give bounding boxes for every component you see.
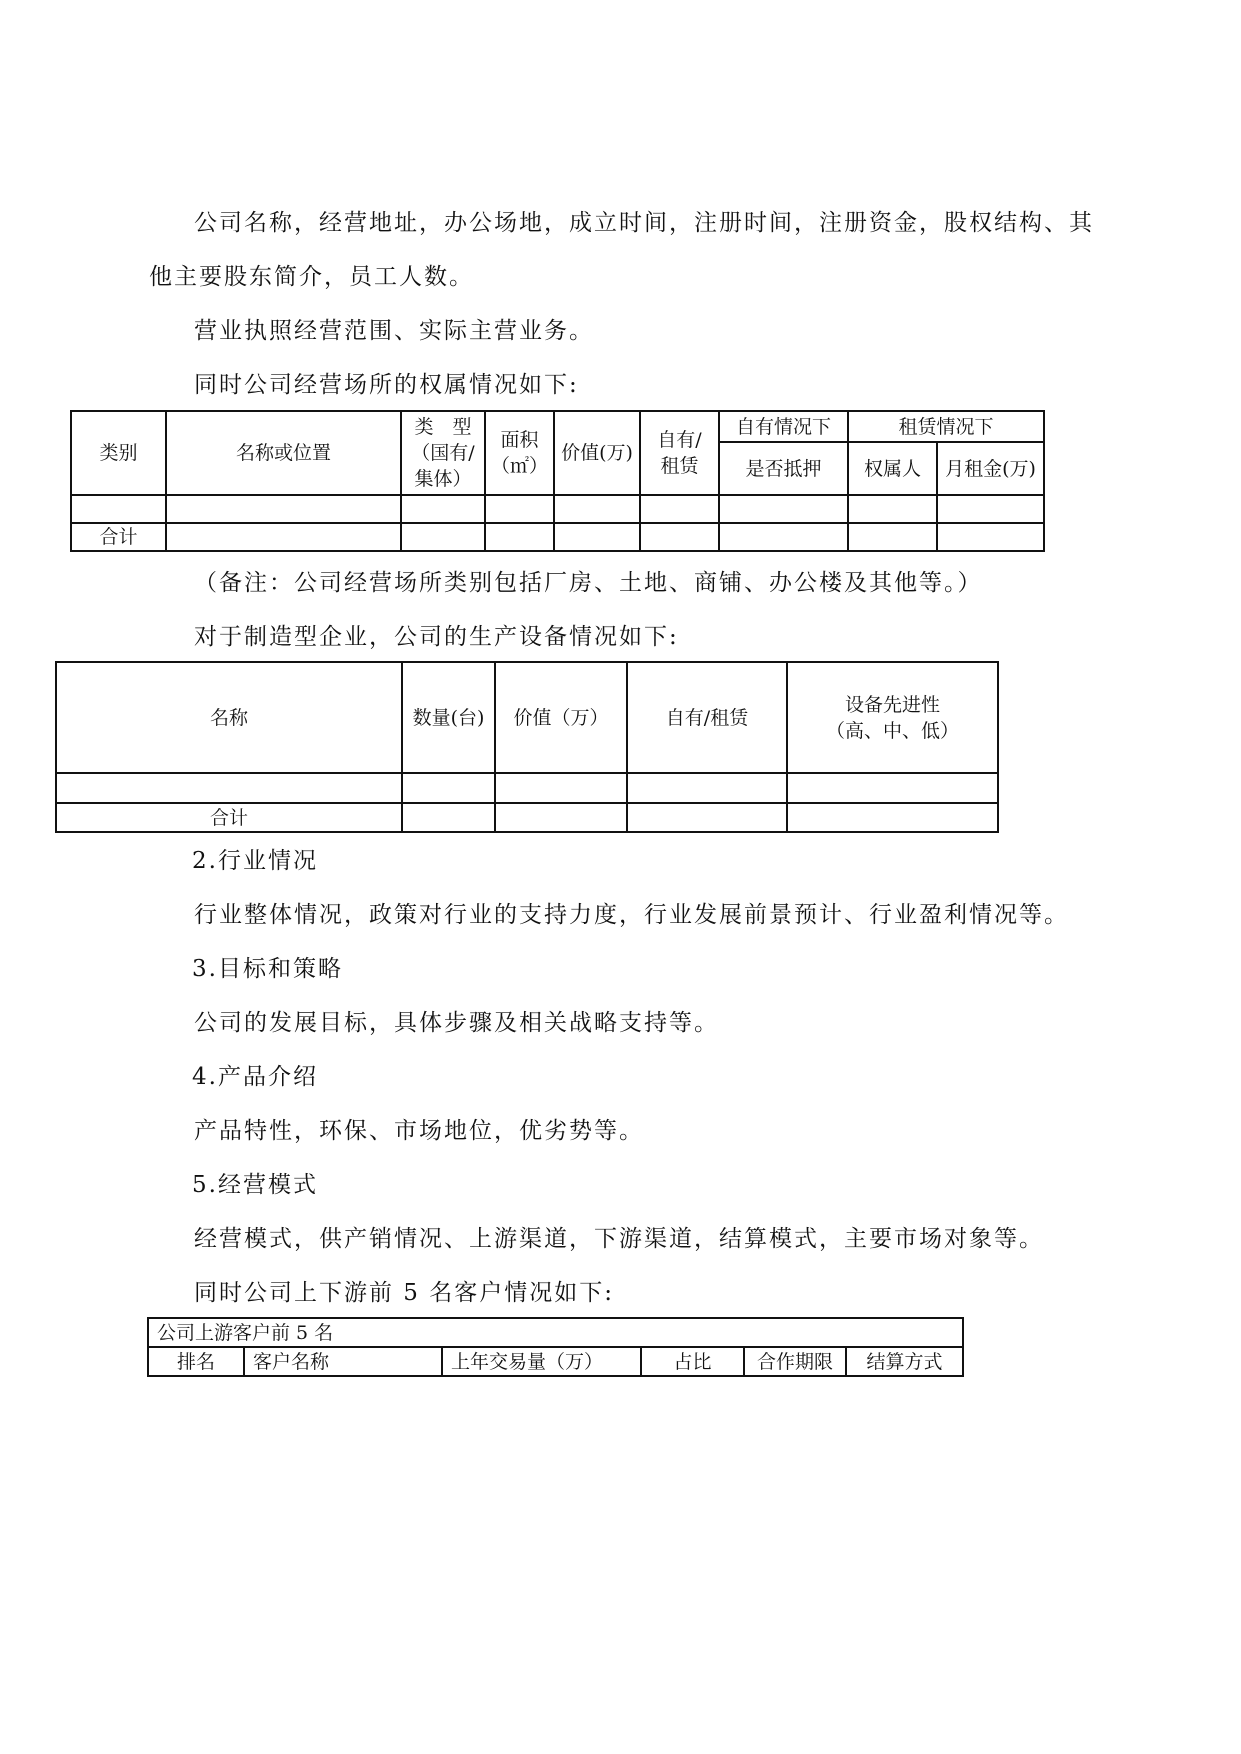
equipment-header-advancement-line2: （高、中、低） [825,719,959,742]
equipment-cell [627,773,787,803]
customers-header-cooperation-period: 合作期限 [744,1347,846,1376]
premises-intro-paragraph: 同时公司经营场所的权属情况如下: [194,372,579,398]
equipment-cell [56,773,402,803]
product-paragraph: 产品特性，环保、市场地位，优劣势等。 [194,1118,644,1144]
premises-header-own-lease-line1: 自有/ [657,429,702,451]
premises-header-type-line2: （国有/ [411,442,475,464]
premises-total-label: 合计 [71,523,166,551]
premises-cell [166,523,401,551]
equipment-empty-row [56,773,998,803]
premises-cell [401,495,485,523]
customers-table-caption: 公司上游客户前 5 名 [148,1318,963,1347]
premises-cell [640,495,719,523]
premises-cell [848,495,937,523]
premises-cell [848,523,937,551]
premises-table [70,410,1045,552]
intro-paragraph-line1: 公司名称，经营地址，办公场地，成立时间，注册时间，注册资金，股权结构、其 [194,210,1094,236]
equipment-total-row [56,803,998,832]
premises-header-owned-case: 自有情况下 [719,411,848,442]
premises-header-owner: 权属人 [848,442,937,495]
industry-paragraph: 行业整体情况，政策对行业的支持力度，行业发展前景预计、行业盈利情况等。 [194,902,1069,928]
premises-header-value: 价值(万) [554,411,640,495]
premises-empty-row [71,495,1044,523]
equipment-cell [627,803,787,832]
customers-header-rank: 排名 [148,1347,244,1376]
premises-header-name-location: 名称或位置 [166,411,401,495]
premises-header-own-lease-line2: 租赁 [660,455,699,477]
model-paragraph: 经营模式，供产销情况、上游渠道，下游渠道，结算模式，主要市场对象等。 [194,1226,1044,1252]
premises-header-type [401,411,485,495]
premises-cell [719,495,848,523]
premises-cell [640,523,719,551]
premises-total-row [71,523,1044,551]
model-heading: 5.经营模式 [192,1172,318,1198]
industry-heading: 2.行业情况 [192,848,318,874]
premises-cell [937,523,1044,551]
premises-header-type-line3: 集体） [414,468,472,490]
equipment-intro-paragraph: 对于制造型企业，公司的生产设备情况如下: [194,624,679,650]
customers-header-customer-name: 客户名称 [244,1347,442,1376]
premises-cell [485,495,554,523]
customers-intro-paragraph: 同时公司上下游前 5 名客户情况如下: [194,1280,615,1306]
customers-header-last-year-volume: 上年交易量（万） [442,1347,641,1376]
customers-header-share: 占比 [641,1347,744,1376]
goals-paragraph: 公司的发展目标，具体步骤及相关战略支持等。 [194,1010,719,1036]
premises-header-leased-case: 租赁情况下 [848,411,1044,442]
premises-cell [166,495,401,523]
equipment-cell [495,803,627,832]
customers-header-settlement-method: 结算方式 [846,1347,963,1376]
equipment-total-label: 合计 [56,803,402,832]
premises-cell [719,523,848,551]
intro-paragraph-line2: 他主要股东简介，员工人数。 [149,264,474,290]
premises-header-type-line1: 类 型 [414,416,472,438]
equipment-header-quantity: 数量(台) [402,662,495,773]
equipment-cell [402,803,495,832]
equipment-header-value: 价值（万） [495,662,627,773]
premises-header-area [485,411,554,495]
premises-cell [554,495,640,523]
premises-header-own-lease [640,411,719,495]
premises-cell [485,523,554,551]
equipment-header-advancement-line1: 设备先进性 [844,693,940,716]
equipment-header-own-lease: 自有/租赁 [627,662,787,773]
premises-cell [554,523,640,551]
equipment-cell [787,803,998,832]
goals-heading: 3.目标和策略 [192,956,343,982]
premises-cell [937,495,1044,523]
premises-note-paragraph: （备注：公司经营场所类别包括厂房、土地、商铺、办公楼及其他等。） [194,570,983,596]
equipment-cell [787,773,998,803]
premises-header-area-line1: 面积 [500,429,539,451]
equipment-header-advancement [787,662,998,773]
premises-header-area-line2: （㎡） [490,455,548,477]
premises-header-category: 类别 [71,411,166,495]
premises-cell [71,495,166,523]
equipment-cell [495,773,627,803]
customers-table [147,1317,964,1377]
equipment-header-name: 名称 [56,662,402,773]
premises-header-monthly-rent: 月租金(万) [937,442,1044,495]
premises-cell [401,523,485,551]
equipment-table [55,661,999,833]
product-heading: 4.产品介绍 [192,1064,318,1090]
equipment-cell [402,773,495,803]
premises-header-mortgaged: 是否抵押 [719,442,848,495]
business-scope-paragraph: 营业执照经营范围、实际主营业务。 [194,318,594,344]
